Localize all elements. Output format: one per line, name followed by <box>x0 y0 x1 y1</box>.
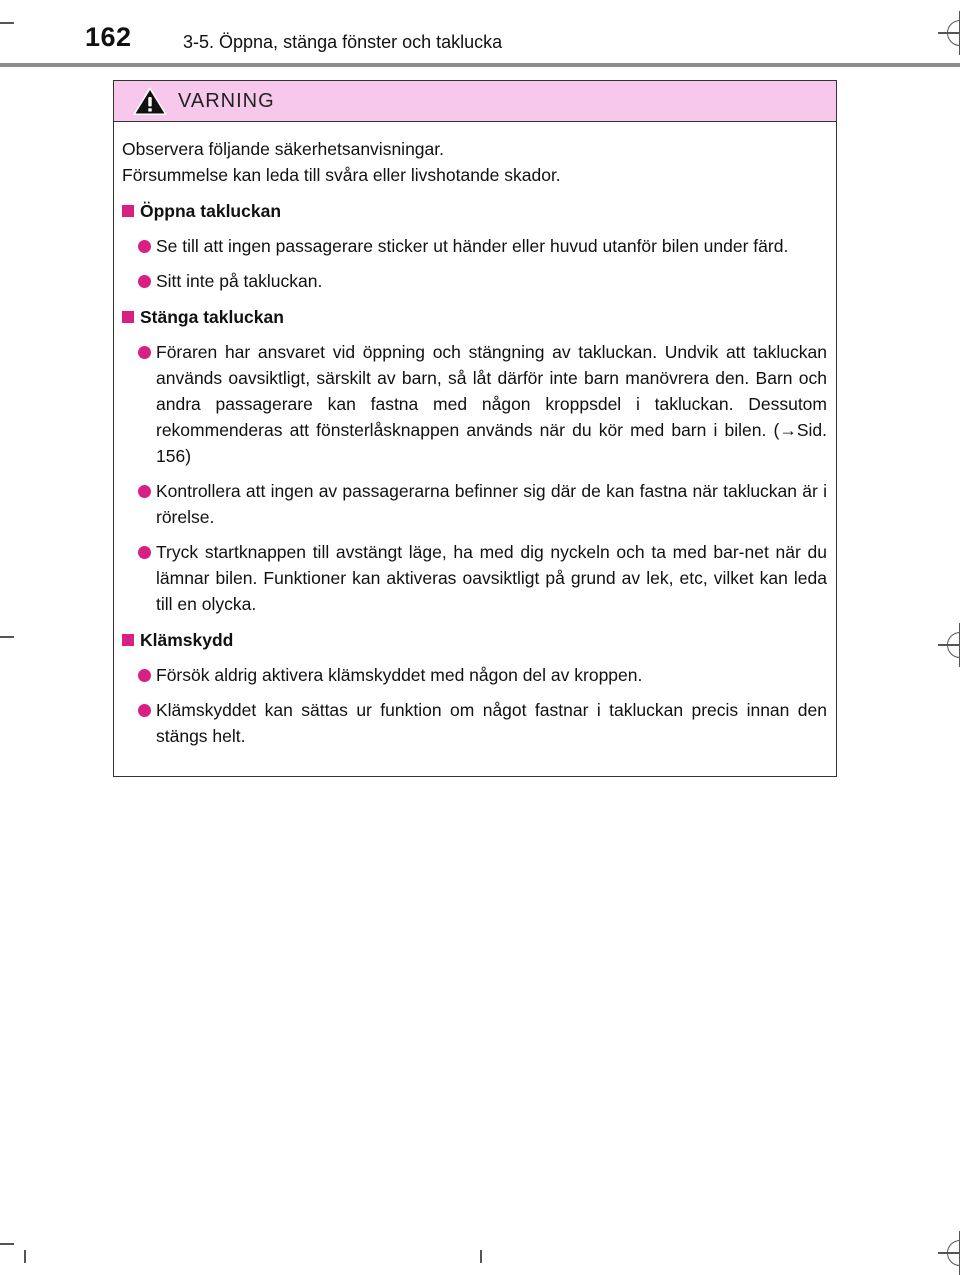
registration-mark-icon <box>947 1240 960 1266</box>
crop-mark <box>24 1250 26 1263</box>
list-item-text: Se till att ingen passagerare sticker ut händer eller huvud utanför bilen under färd. <box>156 236 789 256</box>
page-number: 162 <box>85 22 132 52</box>
round-bullet-icon <box>138 704 151 717</box>
list-item <box>122 268 827 294</box>
round-bullet-icon <box>138 546 151 559</box>
header-rule <box>0 63 960 67</box>
round-bullet-icon <box>138 485 151 498</box>
crop-mark <box>0 636 14 638</box>
list-item <box>122 697 827 749</box>
square-bullet-icon <box>122 205 134 217</box>
crop-mark <box>0 1243 14 1245</box>
warning-triangle-icon <box>132 86 168 116</box>
warning-body <box>114 122 836 749</box>
registration-mark-icon <box>947 632 960 658</box>
list-item <box>122 662 827 688</box>
intro-line: Observera följande säkerhetsanvisningar. <box>122 139 444 159</box>
warning-box <box>113 80 837 777</box>
section-title: 3-5. Öppna, stänga fönster och taklucka <box>183 32 503 52</box>
list-item-text: Föraren har ansvaret vid öppning och stängning av takluckan. Undvik att takluckan används oavsiktligt, särskilt av barn, så låt därför inte barn manövrera den. Barn och andra passagerare kan fastna med någon kroppsdel i takluckan. Dessutom rekommenderas att fönsterlåsknappen används när du kör med barn i bilen. (→Sid. 156) <box>156 342 827 466</box>
list-item-text: Försök aldrig aktivera klämskyddet med någon del av kroppen. <box>156 665 643 685</box>
bullet-list <box>122 339 827 617</box>
list-item-text: Tryck startknappen till avstängt läge, ha med dig nyckeln och ta med bar-net när du lämnar bilen. Funktioner kan aktiveras oavsiktligt på grund av lek, etc, vilket kan leda till en olycka. <box>156 542 827 614</box>
crop-mark <box>480 1250 482 1263</box>
list-item <box>122 478 827 530</box>
bullet-list <box>122 662 827 749</box>
round-bullet-icon <box>138 669 151 682</box>
square-bullet-icon <box>122 634 134 646</box>
list-item-text: Kontrollera att ingen av passagerarna befinner sig där de kan fastna när takluckan är i rörelse. <box>156 481 827 527</box>
list-item-text: Sitt inte på takluckan. <box>156 271 323 291</box>
square-bullet-icon <box>122 311 134 323</box>
section-heading-text: Öppna takluckan <box>140 201 282 221</box>
registration-mark-icon <box>947 20 960 46</box>
round-bullet-icon <box>138 275 151 288</box>
list-item-text: Klämskyddet kan sättas ur funktion om något fastnar i takluckan precis innan den stängs helt. <box>156 700 827 746</box>
round-bullet-icon <box>138 240 151 253</box>
list-item <box>122 339 827 469</box>
warning-intro <box>122 136 827 188</box>
list-item <box>122 539 827 617</box>
list-item <box>122 233 827 259</box>
section-heading <box>122 304 827 330</box>
section-heading <box>122 198 827 224</box>
intro-line: Försummelse kan leda till svåra eller livshotande skador. <box>122 165 561 185</box>
section-heading-text: Stänga takluckan <box>140 307 284 327</box>
section-heading <box>122 627 827 653</box>
round-bullet-icon <box>138 346 151 359</box>
warning-title: VARNING <box>178 89 275 112</box>
section-heading-text: Klämskydd <box>140 630 234 650</box>
bullet-list <box>122 233 827 294</box>
crop-mark <box>0 22 14 24</box>
warning-header <box>114 81 836 122</box>
